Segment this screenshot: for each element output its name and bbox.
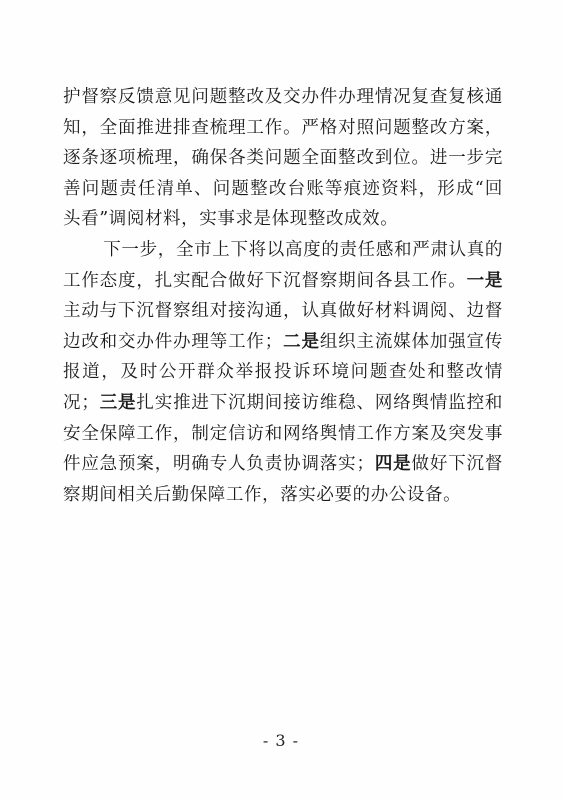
item-1-text: 主动与下沉督察组对接沟通，认真做好材料调阅、边督边改和交办件办理等工作； xyxy=(63,301,503,352)
paragraph-continuation: 护督察反馈意见问题整改及交办件办理情况复查复核通知，全面推进排查梳理工作。严格对照问题整改方案，逐条逐项梳理，确保各类问题全面整改到位。进一步完善问题责任清单、问题整改台账等痕迹资料，形成“回头看”调阅材料，实事求是体现整改成效。 xyxy=(63,87,503,230)
page-number: - 3 - xyxy=(262,731,300,750)
item-2-label: 二是 xyxy=(282,331,320,352)
item-1-label: 一是 xyxy=(466,270,504,291)
item-3-label: 三是 xyxy=(99,392,137,413)
next-steps-intro: 下一步，全市上下将以高度的责任感和严肃认真的工作态度，扎实配合做好下沉督察期间各县工作。 xyxy=(63,239,503,291)
item-4-text: 做好下沉督察期间相关后勤保障工作，落实必要的办公设备。 xyxy=(63,454,504,505)
item-4-label: 四是 xyxy=(374,454,412,475)
document-body xyxy=(63,82,503,510)
item-3-text: 扎实推进下沉期间接访维稳、网络舆情监控和安全保障工作，制定信访和网络舆情工作方案及突发事件应急预案，明确专人负责协调落实； xyxy=(63,392,504,475)
paragraph-next-steps xyxy=(63,235,503,510)
item-2-text: 组织主流媒体加强宣传报道，及时公开群众举报投诉环境问题查处和整改情况； xyxy=(63,331,504,413)
